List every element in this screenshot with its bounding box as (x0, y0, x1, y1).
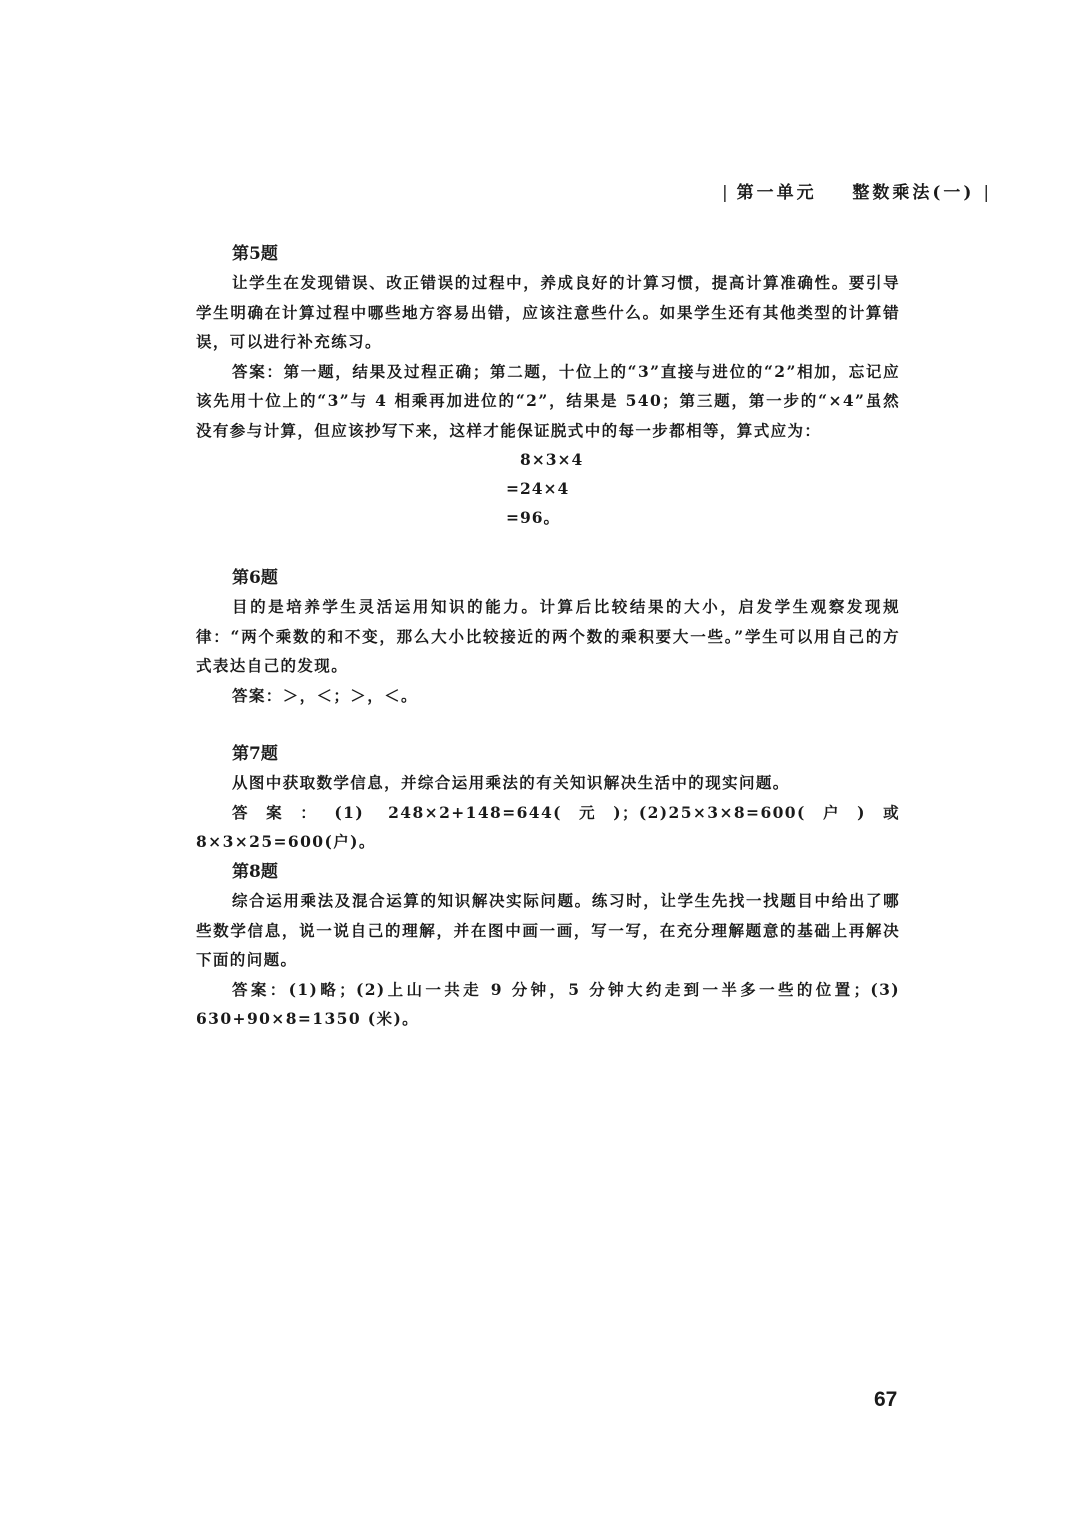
question-6-section (196, 564, 900, 710)
question-7-section (196, 740, 900, 857)
formula-line-1: 8×3×4 (520, 450, 584, 469)
question-6-answer: 答案：＞，＜；＞，＜。 (232, 685, 418, 705)
question-8-answer: 答案：(1)略；(2)上山一共走 9 分钟，5 分钟大约走到一半多一些的位置；(3) 630+90×8=1350 (米)。 (196, 979, 900, 1028)
header-bar-right: | (983, 183, 990, 203)
formula-line-2: =24×4 (506, 479, 570, 498)
question-7-explanation: 从图中获取数学信息，并综合运用乘法的有关知识解决生活中的现实问题。 (232, 773, 790, 792)
question-6-title: 第6题 (232, 568, 278, 588)
header-bar-left: | (722, 183, 728, 203)
header-unit: 第一单元 (736, 183, 817, 203)
question-8-explanation: 综合运用乘法及混合运算的知识解决实际问题。练习时，让学生先找一找题目中给出了哪些数学信息，说一说自己的理解，并在图中画一画，写一写，在充分理解题意的基础上再解决下面的问题。 (196, 891, 900, 969)
header-topic: 整数乘法(一) (852, 183, 975, 203)
question-5-formula (506, 445, 900, 532)
question-5-title: 第5题 (232, 244, 278, 264)
question-5-section (196, 240, 900, 532)
question-8-title: 第8题 (232, 862, 278, 882)
page-number: 67 (874, 1388, 898, 1411)
question-5-answer: 答案：第一题，结果及过程正确；第二题，十位上的“3”直接与进位的“2”相加，忘记应该先用十位上的“3”与 4 相乘再加进位的“2”，结果是 540；第三题，第一步的“×4”虽然没有参与计算，但应该抄写下来，这样才能保证脱式中的每一步都相等，算式应为： (196, 361, 900, 440)
question-6-explanation: 目的是培养学生灵活运用知识的能力。计算后比较结果的大小，启发学生观察发现规律：“两个乘数的和不变，那么大小比较接近的两个数的乘积要大一些。”学生可以用自己的方式表达自己的发现。 (196, 597, 900, 675)
question-5-explanation: 让学生在发现错误、改正错误的过程中，养成良好的计算习惯，提高计算准确性。要引导学生明确在计算过程中哪些地方容易出错，应该注意些什么。如果学生还有其他类型的计算错误，可以进行补充练习。 (196, 273, 900, 351)
running-header (722, 178, 989, 203)
question-7-answer: 答案：(1) 248×2+148=644(元)；(2)25×3×8=600(户)或 8×3×25=600(户)。 (196, 802, 900, 851)
question-8-section (196, 858, 900, 1034)
formula-line-3: =96。 (506, 508, 561, 527)
question-7-title: 第7题 (232, 744, 278, 764)
